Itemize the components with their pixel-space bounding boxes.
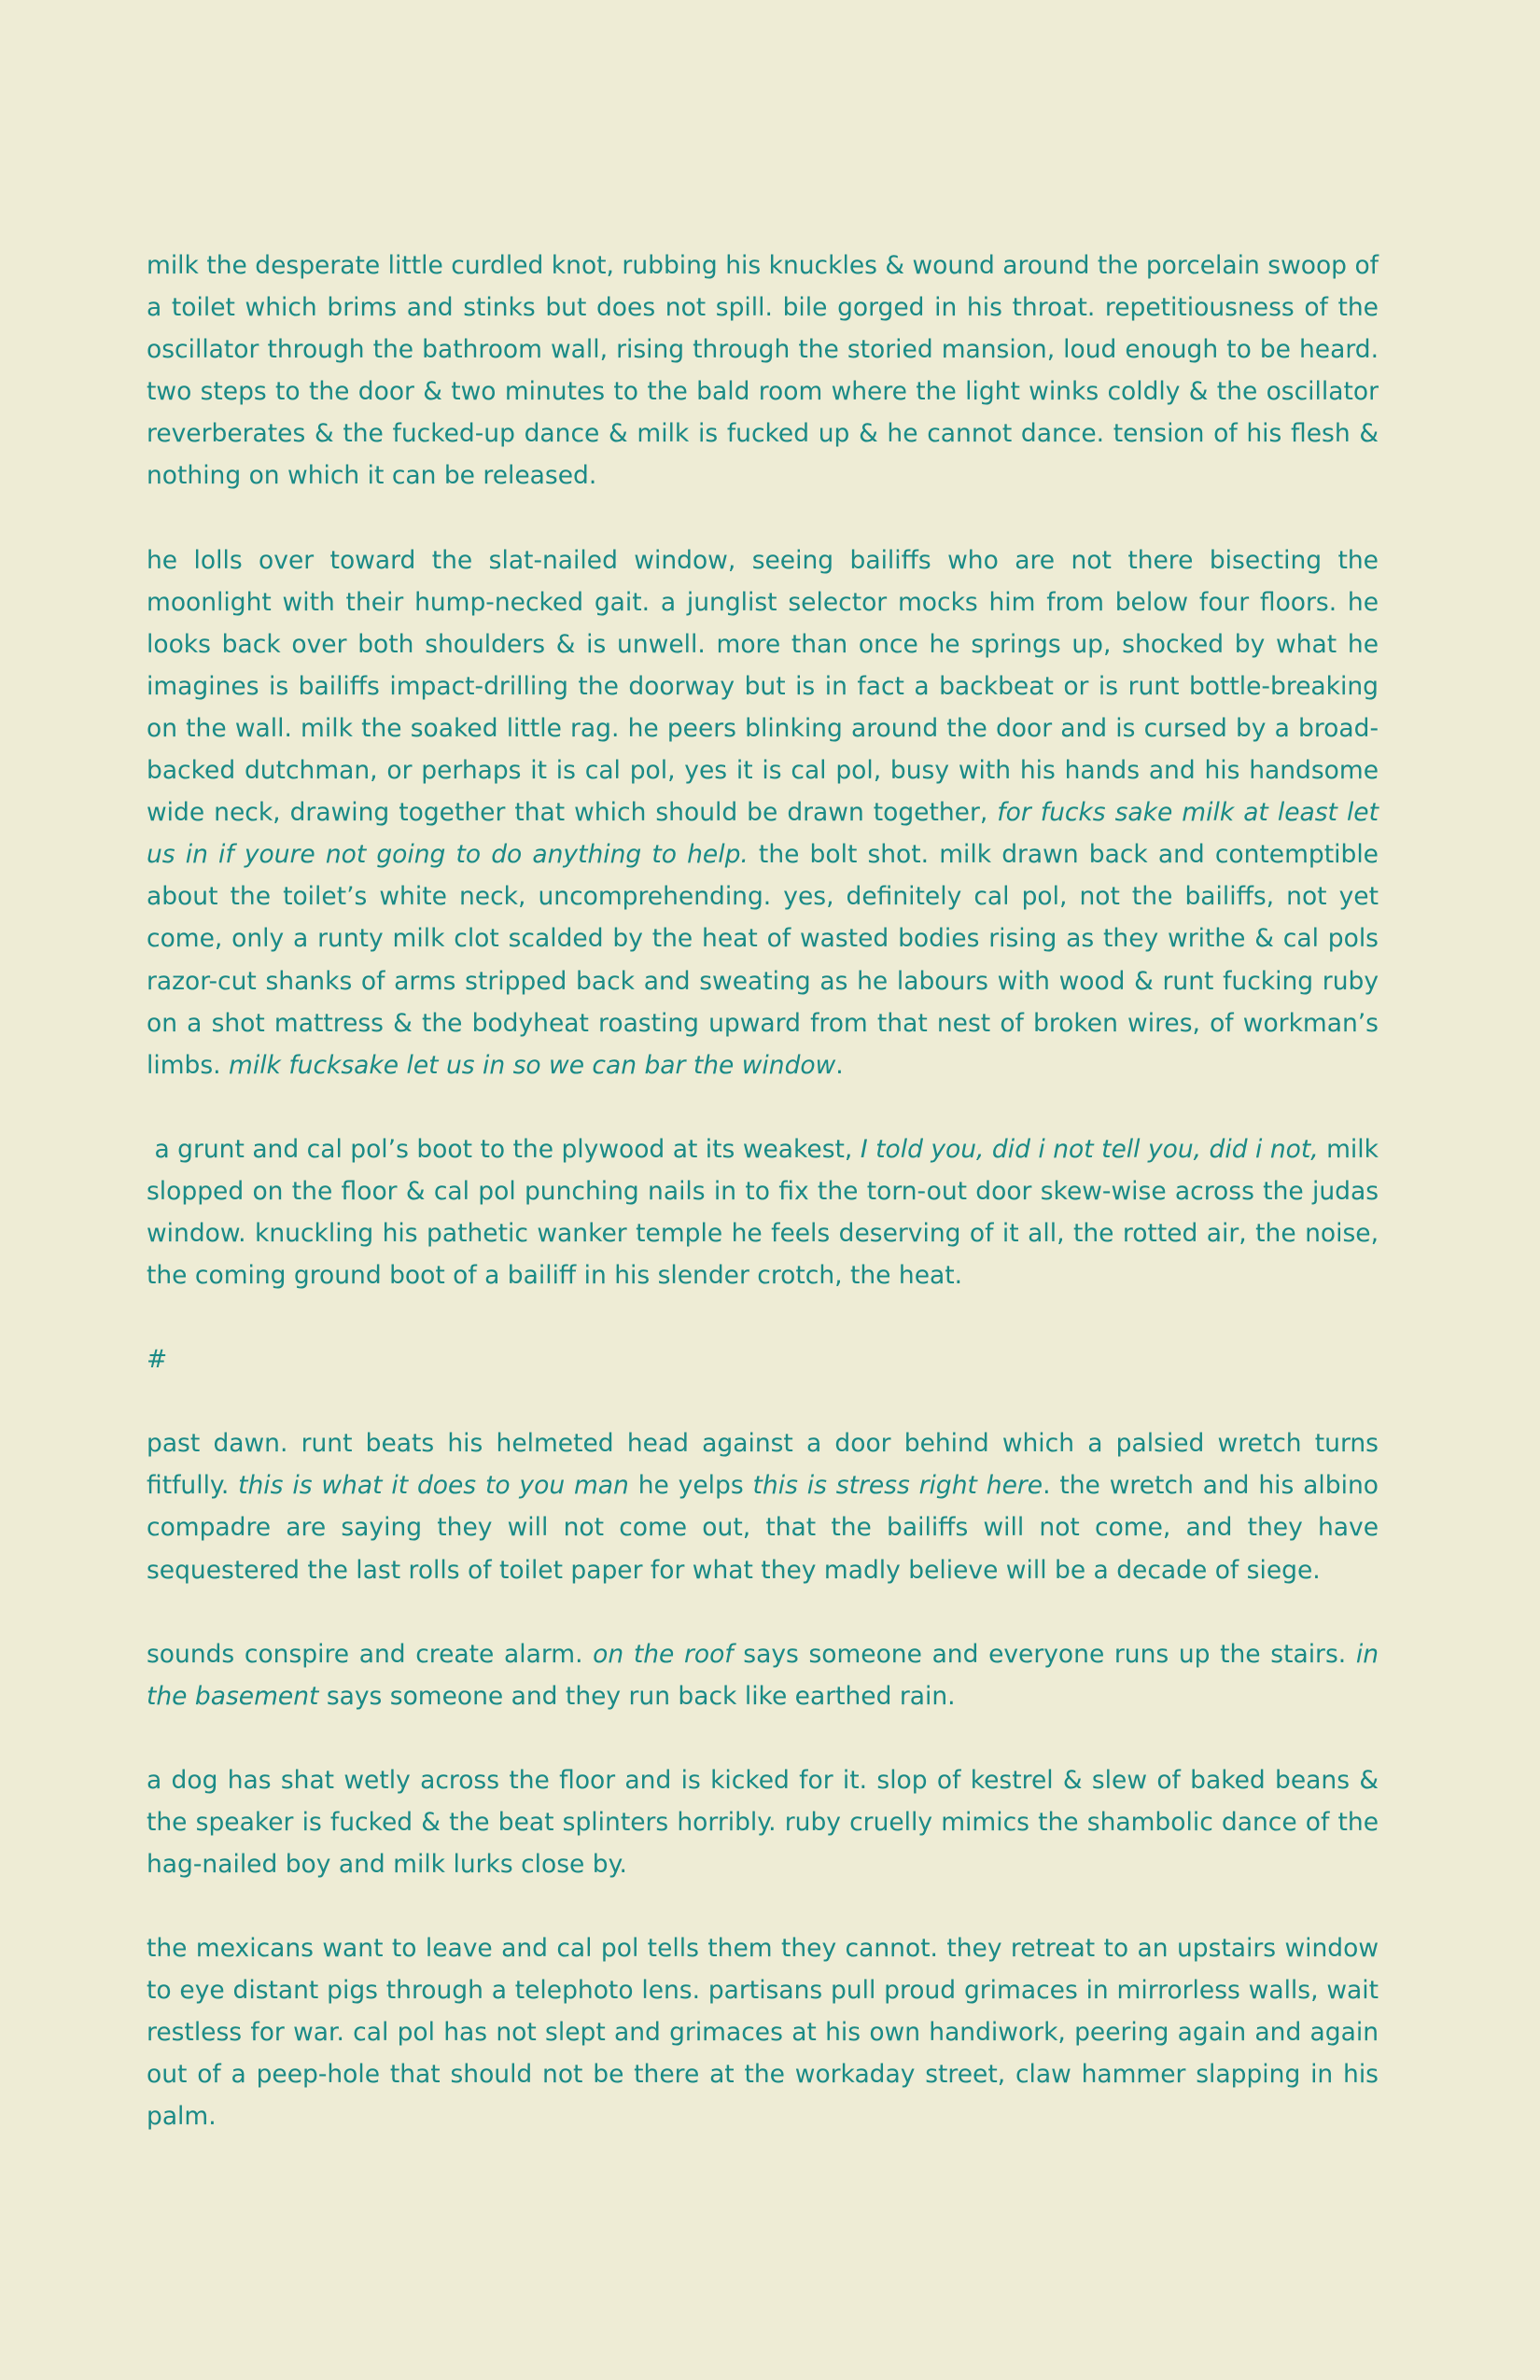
text-segment: he lolls over toward the slat-nailed window, seeing bailiffs who are not there bisecting the moonlight with their hump-necked gait. a junglist selector mocks him from below four floors. he looks back over both shoulders & is unwell. more than once he springs up, shocked by what he imagines is bailiffs impact-drilling the doorway but is in fact a backbeat or is runt bottle-breaking on the wall. milk the soaked little rag. he peers blinking around the door and is cursed by a broad-backed dutchman, or perhaps it is cal pol, yes it is cal pol, busy with his hands and his handsome wide neck, drawing together that which should be drawn together, (147, 545, 1379, 828)
text-segment: a grunt and cal pol’s boot to the plywood at its weakest, (147, 1134, 861, 1164)
italic-segment: this is what it does to you man (238, 1471, 629, 1501)
text-segment: a dog has shat wetly across the floor and is kicked for it. slop of kestrel & slew of baked beans & the speaker is fucked & the beat splinters horribly. ruby cruelly mimics the shambolic dance of the hag-nailed boy and milk lurks close by. (147, 1765, 1379, 1879)
text-segment: milk the desperate little curdled knot, rubbing his knuckles & wound around the porcelain swoop of a toilet which brims and stinks but does not spill. bile gorged in his throat. repetitiousness of the oscillator through the bathroom wall, rising through the storied mansion, loud enough to be heard. two steps to the door & two minutes to the bald room where the light winks coldly & the oscillator reverberates & the fucked-up dance & milk is fucked up & he cannot dance. tension of his flesh & nothing on which it can be released. (147, 251, 1379, 491)
paragraph-8 (147, 1927, 1379, 2137)
italic-segment: in the basement (147, 1639, 1379, 1711)
text-segment: . (835, 1050, 844, 1080)
text-segment: says someone and they run back like earthed rain. (318, 1681, 956, 1711)
section-break-mark: # (147, 1345, 168, 1375)
text-segment: . the wretch and his albino compadre are saying they will not come out, that the bailiffs will not come, and they have sequestered the last rolls of toilet paper for what they madly believe will be a decade of siege. (147, 1471, 1379, 1585)
text-segment: says someone and everyone runs up the stairs. (733, 1639, 1356, 1669)
text-segment: the bolt shot. milk drawn back and contemptible about the toilet’s white neck, uncomprehending. yes, definitely cal pol, not the bailiffs, not yet come, only a runty milk clot scalded by the heat of wasted bodies rising as they writhe & cal pols razor-cut shanks of arms stripped back and sweating as he labours with wood & runt fucking ruby on a shot mattress & the bodyheat roasting upward from that nest of broken wires, of workman’s limbs. (147, 840, 1379, 1080)
text-segment: sounds conspire and create alarm. (147, 1639, 594, 1669)
paragraph-1 (147, 245, 1379, 497)
italic-segment: for fucks sake milk at least let us in if youre not going to do anything to help. (147, 798, 1379, 870)
paragraph-6 (147, 1633, 1379, 1717)
paragraph-3 (147, 1128, 1379, 1296)
text-segment: the mexicans want to leave and cal pol tells them they cannot. they retreat to an upstairs window to eye distant pigs through a telephoto lens. partisans pull proud grimaces in mirrorless walls, wait restless for war. cal pol has not slept and grimaces at his own handiwork, peering again and again out of a peep-hole that should not be there at the workaday street, claw hammer slapping in his palm. (147, 1934, 1379, 2132)
paragraph-5 (147, 1422, 1379, 1590)
italic-segment: this is stress right here (752, 1471, 1043, 1501)
italic-segment: I told you, did i not tell you, did i not, (860, 1134, 1319, 1164)
paragraph-7 (147, 1759, 1379, 1885)
document-body (147, 245, 1379, 2180)
section-break (147, 1338, 1379, 1380)
text-segment: milk slopped on the floor & cal pol punching nails in to fix the torn-out door skew-wise across the judas window. knuckling his pathetic wanker temple he feels deserving of it all, the rotted air, the noise, the coming ground boot of a bailiff in his slender crotch, the heat. (147, 1134, 1379, 1291)
text-segment: past dawn. runt beats his helmeted head against a door behind which a palsied wretch turns fitfully. (147, 1429, 1379, 1501)
italic-segment: milk fucksake let us in so we can bar the window (229, 1050, 836, 1080)
italic-segment: on the roof (593, 1639, 734, 1669)
paragraph-2 (147, 539, 1379, 1086)
text-segment: he yelps (628, 1471, 753, 1501)
